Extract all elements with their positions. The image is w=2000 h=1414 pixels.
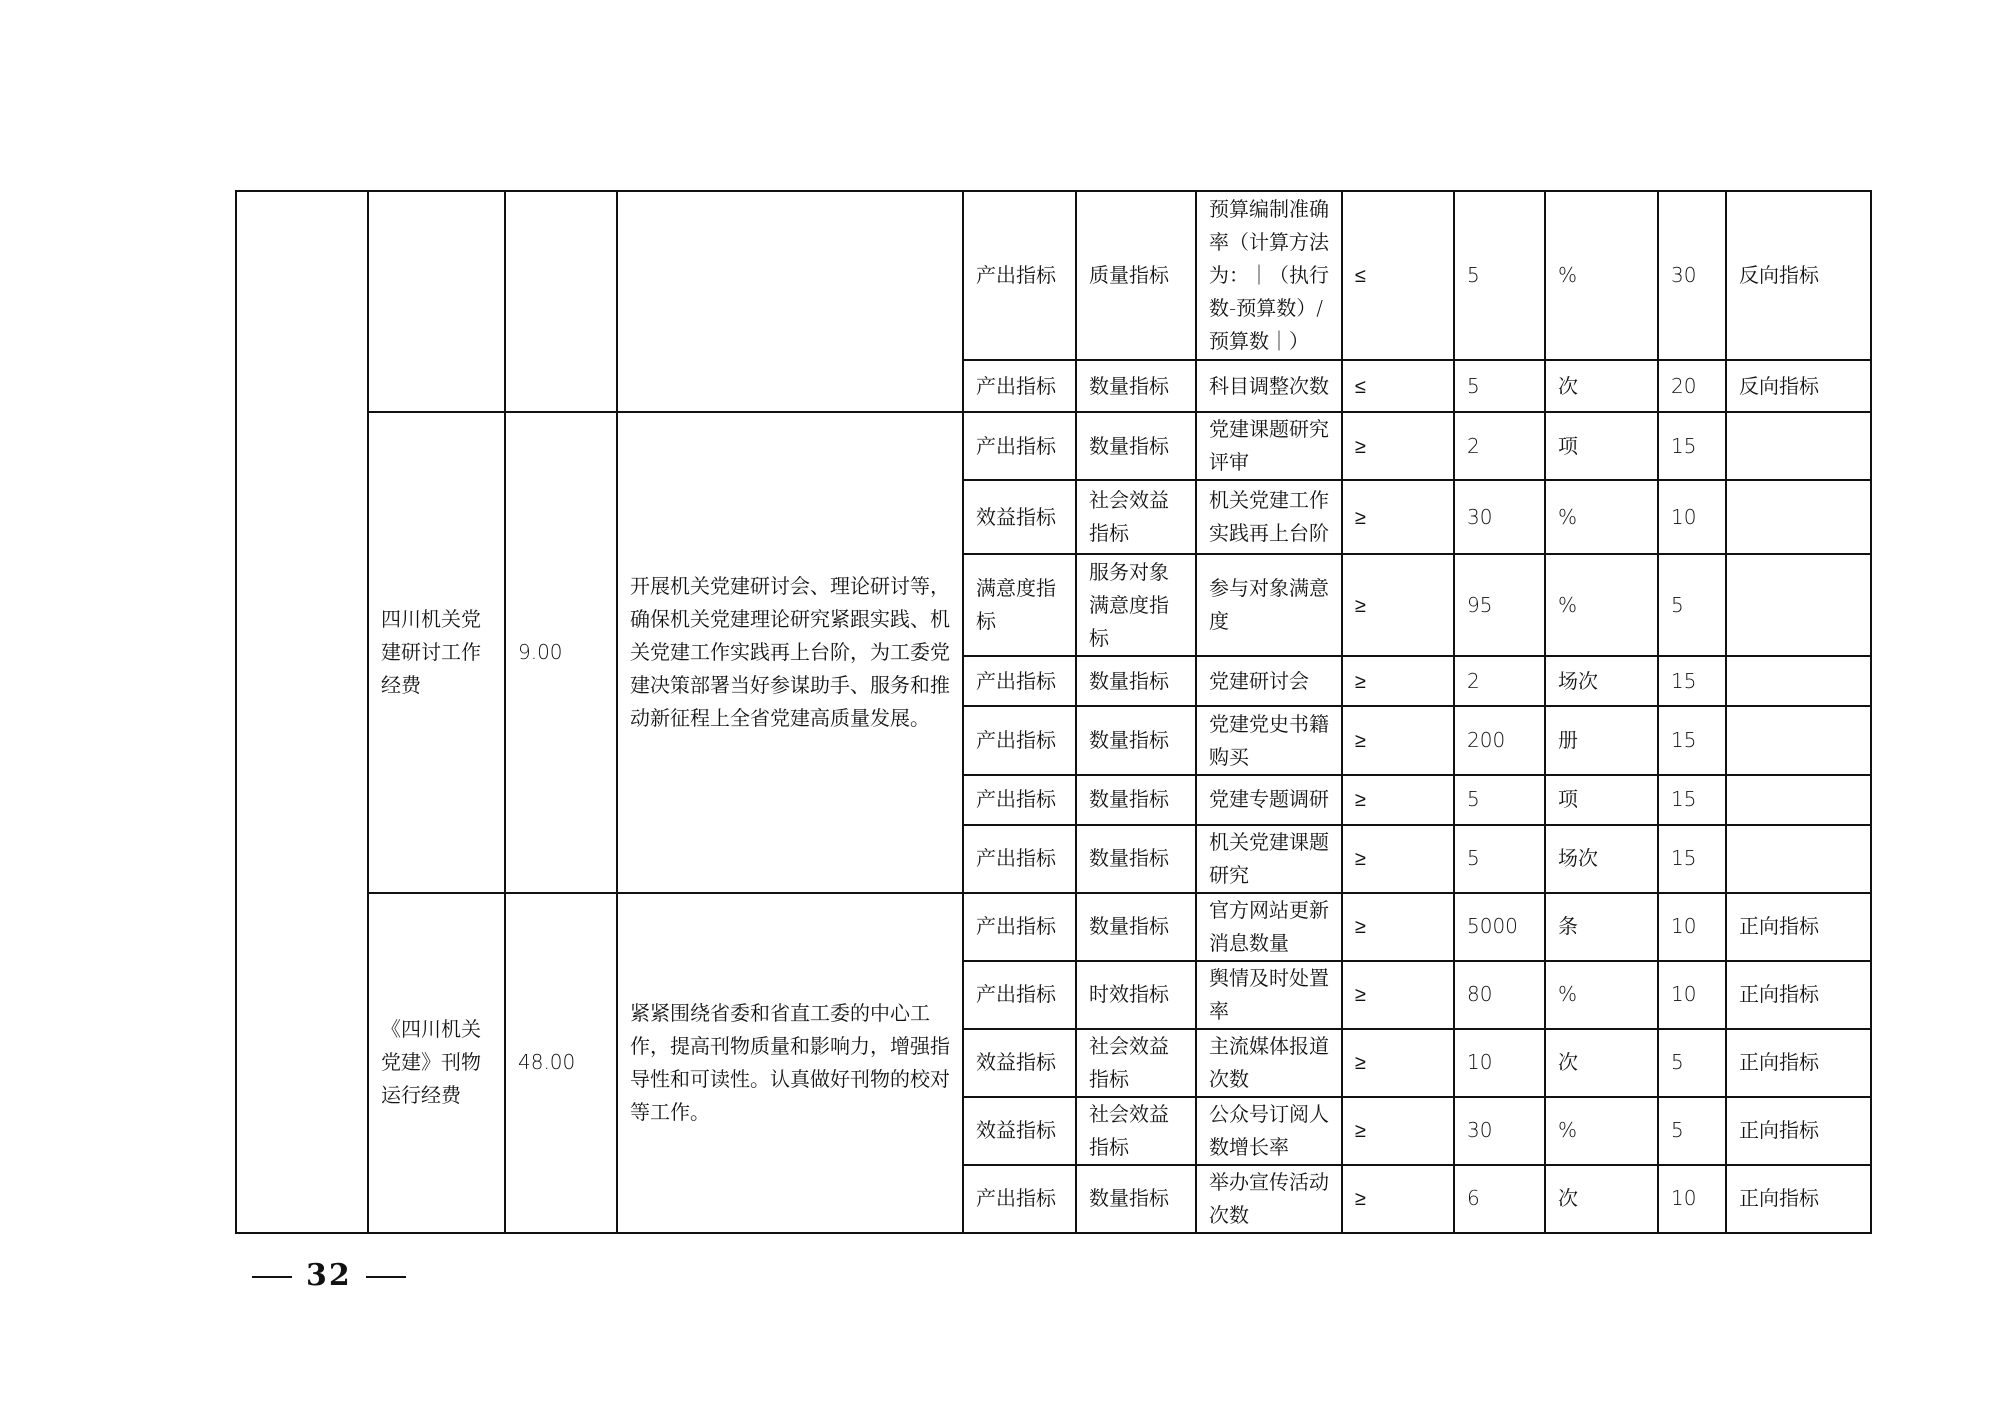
cell-indicator: 党建专题调研 [1196,775,1342,825]
cell-weight: 5 [1658,1097,1726,1165]
dash-right [366,1276,406,1278]
project-amount-cell: 9.00 [505,412,617,892]
cell-direction [1726,825,1871,893]
cell-level2: 数量指标 [1076,893,1196,961]
table-row [236,412,1871,480]
cell-direction: 正向指标 [1726,961,1871,1029]
cell-unit: % [1545,554,1658,656]
cell-unit: % [1545,1097,1658,1165]
cell-op: ≥ [1342,656,1454,706]
cell-value: 5 [1454,191,1545,360]
project-name-cell: 四川机关党建研讨工作经费 [368,412,505,892]
cell-value: 30 [1454,480,1545,554]
cell-weight: 30 [1658,191,1726,360]
cell-level1: 产出指标 [963,360,1076,412]
project-goal-cell: 紧紧围绕省委和省直工委的中心工作，提高刊物质量和影响力，增强指导性和可读性。认真做好刊物的校对等工作。 [617,893,963,1233]
cell-unit: 次 [1545,1165,1658,1233]
cell-level2: 数量指标 [1076,1165,1196,1233]
cell-level1: 产出指标 [963,706,1076,774]
cell-op: ≥ [1342,554,1454,656]
project-amount-cell [505,191,617,412]
cell-indicator: 机关党建课题研究 [1196,825,1342,893]
project-name-cell [368,191,505,412]
performance-table [235,190,1872,1234]
cell-indicator: 主流媒体报道次数 [1196,1029,1342,1097]
cell-op: ≥ [1342,775,1454,825]
cell-direction: 正向指标 [1726,893,1871,961]
cell-level2: 数量指标 [1076,656,1196,706]
cell-level2: 社会效益指标 [1076,480,1196,554]
cell-direction [1726,775,1871,825]
cell-level1: 产出指标 [963,1165,1076,1233]
cell-unit: 次 [1545,360,1658,412]
cell-value: 10 [1454,1029,1545,1097]
cell-weight: 10 [1658,893,1726,961]
cell-unit: % [1545,191,1658,360]
cell-weight: 5 [1658,1029,1726,1097]
cell-level1: 产出指标 [963,191,1076,360]
cell-level2: 时效指标 [1076,961,1196,1029]
cell-weight: 5 [1658,554,1726,656]
cell-weight: 20 [1658,360,1726,412]
cell-weight: 15 [1658,775,1726,825]
table-row [236,191,1871,360]
cell-op: ≥ [1342,1097,1454,1165]
cell-op: ≥ [1342,1029,1454,1097]
cell-value: 2 [1454,412,1545,480]
cell-weight: 15 [1658,656,1726,706]
cell-weight: 15 [1658,706,1726,774]
cell-level2: 服务对象满意度指标 [1076,554,1196,656]
project-goal-cell [617,191,963,412]
cell-direction: 正向指标 [1726,1097,1871,1165]
cell-op: ≥ [1342,480,1454,554]
cell-direction [1726,554,1871,656]
cell-op: ≥ [1342,825,1454,893]
cell-level2: 数量指标 [1076,360,1196,412]
cell-level1: 产出指标 [963,961,1076,1029]
project-amount-cell: 48.00 [505,893,617,1233]
cell-level1: 产出指标 [963,656,1076,706]
cell-indicator: 党建课题研究评审 [1196,412,1342,480]
cell-value: 95 [1454,554,1545,656]
cell-indicator: 预算编制准确率（计算方法为：｜（执行数-预算数）/预算数｜） [1196,191,1342,360]
cell-unit: 场次 [1545,656,1658,706]
cell-unit: 条 [1545,893,1658,961]
cell-level2: 数量指标 [1076,825,1196,893]
dash-left [252,1276,292,1278]
cell-direction [1726,656,1871,706]
cell-op: ≤ [1342,360,1454,412]
cell-indicator: 舆情及时处置率 [1196,961,1342,1029]
cell-value: 6 [1454,1165,1545,1233]
category-cell [236,191,368,1233]
cell-direction: 反向指标 [1726,191,1871,360]
cell-level2: 社会效益指标 [1076,1097,1196,1165]
page-number [238,1258,420,1293]
cell-level2: 数量指标 [1076,412,1196,480]
cell-level2: 社会效益指标 [1076,1029,1196,1097]
cell-unit: 场次 [1545,825,1658,893]
cell-value: 5 [1454,360,1545,412]
cell-level1: 满意度指标 [963,554,1076,656]
cell-indicator: 党建党史书籍购买 [1196,706,1342,774]
cell-level1: 产出指标 [963,775,1076,825]
cell-level1: 产出指标 [963,412,1076,480]
cell-value: 80 [1454,961,1545,1029]
cell-level2: 数量指标 [1076,706,1196,774]
cell-indicator: 机关党建工作实践再上台阶 [1196,480,1342,554]
cell-level1: 产出指标 [963,893,1076,961]
cell-indicator: 党建研讨会 [1196,656,1342,706]
cell-unit: 项 [1545,412,1658,480]
cell-op: ≥ [1342,706,1454,774]
cell-op: ≥ [1342,1165,1454,1233]
cell-value: 2 [1454,656,1545,706]
cell-unit: % [1545,961,1658,1029]
cell-direction [1726,706,1871,774]
cell-value: 200 [1454,706,1545,774]
cell-direction: 反向指标 [1726,360,1871,412]
cell-level1: 效益指标 [963,1029,1076,1097]
cell-level2: 数量指标 [1076,775,1196,825]
page-number-text: 32 [306,1258,352,1293]
table-body [236,191,1871,1233]
cell-level2: 质量指标 [1076,191,1196,360]
cell-weight: 15 [1658,412,1726,480]
cell-value: 5000 [1454,893,1545,961]
cell-indicator: 参与对象满意度 [1196,554,1342,656]
cell-direction: 正向指标 [1726,1165,1871,1233]
cell-weight: 15 [1658,825,1726,893]
cell-value: 5 [1454,775,1545,825]
cell-weight: 10 [1658,480,1726,554]
cell-indicator: 举办宣传活动次数 [1196,1165,1342,1233]
cell-unit: 项 [1545,775,1658,825]
table-row [236,893,1871,961]
cell-unit: 次 [1545,1029,1658,1097]
cell-direction [1726,412,1871,480]
cell-op: ≤ [1342,191,1454,360]
cell-direction: 正向指标 [1726,1029,1871,1097]
cell-indicator: 官方网站更新消息数量 [1196,893,1342,961]
project-goal-cell: 开展机关党建研讨会、理论研讨等，确保机关党建理论研究紧跟实践、机关党建工作实践再上台阶，为工委党建决策部署当好参谋助手、服务和推动新征程上全省党建高质量发展。 [617,412,963,892]
cell-value: 5 [1454,825,1545,893]
cell-level1: 效益指标 [963,1097,1076,1165]
cell-level1: 效益指标 [963,480,1076,554]
project-name-cell: 《四川机关党建》刊物运行经费 [368,893,505,1233]
cell-op: ≥ [1342,961,1454,1029]
cell-direction [1726,480,1871,554]
cell-level1: 产出指标 [963,825,1076,893]
cell-indicator: 公众号订阅人数增长率 [1196,1097,1342,1165]
cell-unit: % [1545,480,1658,554]
cell-value: 30 [1454,1097,1545,1165]
cell-indicator: 科目调整次数 [1196,360,1342,412]
cell-weight: 10 [1658,961,1726,1029]
cell-weight: 10 [1658,1165,1726,1233]
cell-op: ≥ [1342,412,1454,480]
cell-op: ≥ [1342,893,1454,961]
cell-unit: 册 [1545,706,1658,774]
